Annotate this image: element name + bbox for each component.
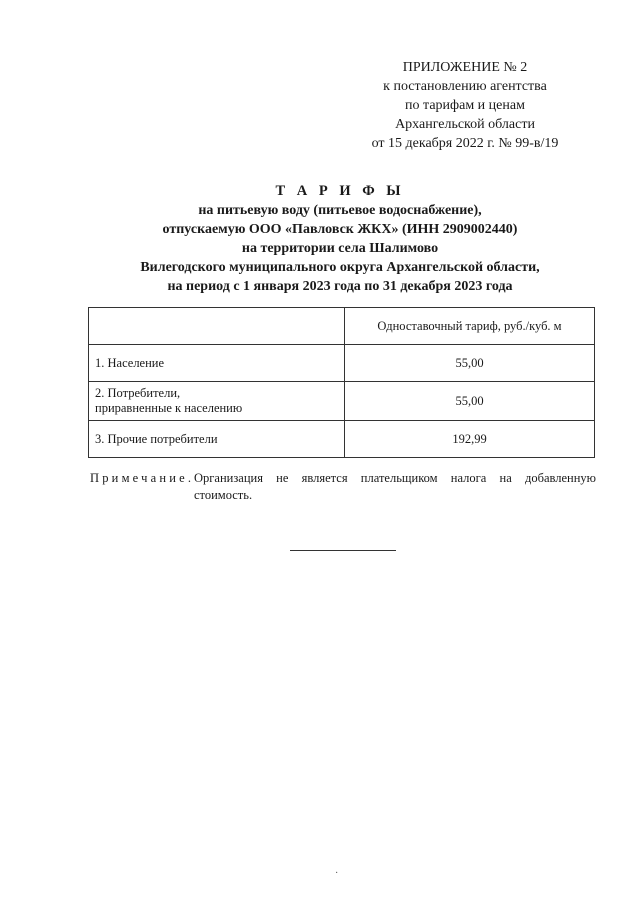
- table-row: [89, 382, 595, 421]
- header-cell-tariff: Одноставочный тариф, руб./куб. м: [345, 308, 595, 345]
- title-line-3: на территории села Шалимово: [241, 241, 439, 256]
- title-line-5: на период с 1 января 2023 года по 31 декабря 2023 года: [167, 279, 513, 294]
- appendix-region: Архангельской области: [395, 117, 535, 132]
- title-line-4: Вилегодского муниципального округа Архангельской области,: [140, 260, 540, 275]
- appendix-number: ПРИЛОЖЕНИЕ № 2: [402, 60, 528, 75]
- title-line-1: на питьевую воду (питьевое водоснабжение),: [198, 203, 482, 218]
- row-tariff-value: 55,00: [345, 382, 595, 421]
- row-consumer: [89, 421, 345, 458]
- table-row: [89, 345, 595, 382]
- tariff-table: [88, 307, 595, 458]
- appendix-resolution: к постановлению агентства: [383, 79, 547, 94]
- row-consumer-label-cont: приравненные к населению: [95, 401, 243, 415]
- row-consumer-label: 2. Потребители,: [95, 386, 181, 400]
- row-consumer-label: 3. Прочие потребители: [95, 431, 218, 446]
- note-text: Организация не является плательщиком налога на добавленную стоимость.: [194, 471, 596, 502]
- appendix-date: от 15 декабря 2022 г. № 99-в/19: [371, 136, 559, 151]
- appendix-block: [340, 58, 590, 153]
- footer-mark: ·: [335, 868, 339, 879]
- row-consumer: [89, 382, 345, 421]
- header-cell-empty: [89, 308, 345, 345]
- row-tariff-value: 55,00: [345, 345, 595, 382]
- row-tariff-value: 192,99: [345, 421, 595, 458]
- title-line-2: отпускаемую ООО «Павловск ЖКХ» (ИНН 2909002440): [162, 222, 518, 237]
- appendix-agency: по тарифам и ценам: [405, 98, 525, 113]
- closing-rule: [290, 550, 396, 551]
- row-consumer-label: 1. Население: [95, 355, 165, 370]
- title-heading: Т А Р И Ф Ы: [275, 183, 405, 199]
- note-label: Примечание.: [90, 471, 195, 485]
- row-consumer: [89, 345, 345, 382]
- table-header-row: [89, 308, 595, 345]
- document-title: [40, 182, 640, 296]
- table-row: [89, 421, 595, 458]
